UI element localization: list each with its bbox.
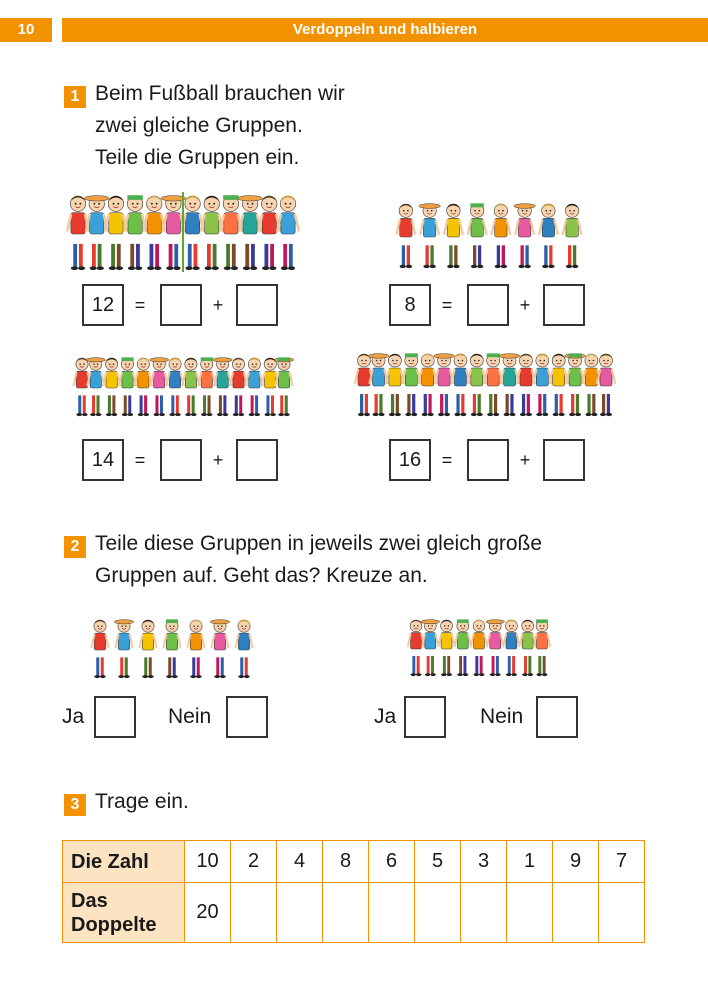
yes-no-row bbox=[374, 696, 594, 738]
number-cell: 5 bbox=[415, 841, 461, 883]
child-figure bbox=[419, 204, 440, 268]
child-figure bbox=[149, 358, 169, 416]
double-cell[interactable] bbox=[231, 883, 277, 943]
equals-sign: = bbox=[134, 450, 146, 470]
child-figure bbox=[274, 357, 294, 416]
equation-8 bbox=[389, 284, 589, 326]
double-cell[interactable] bbox=[277, 883, 323, 943]
child-figure bbox=[259, 196, 280, 270]
child-figure bbox=[103, 358, 120, 416]
child-figure bbox=[533, 354, 551, 416]
task-1-number: 1 bbox=[64, 86, 86, 108]
child-figure bbox=[451, 354, 469, 416]
child-figure bbox=[484, 353, 502, 416]
no-label: Nein bbox=[168, 705, 212, 728]
child-figure bbox=[397, 204, 416, 268]
child-figure bbox=[182, 196, 203, 270]
children-group-illustration bbox=[354, 350, 616, 418]
yes-no-row bbox=[62, 696, 282, 738]
children-group-illustration bbox=[72, 354, 294, 418]
child-figure bbox=[86, 358, 106, 416]
number-cell: 8 bbox=[323, 841, 369, 883]
child-figure bbox=[421, 620, 440, 676]
number-cell: 7 bbox=[599, 841, 645, 883]
answer-box[interactable] bbox=[543, 284, 585, 326]
child-figure bbox=[565, 353, 586, 416]
yes-checkbox[interactable] bbox=[404, 696, 446, 738]
table-row bbox=[63, 883, 645, 943]
equation-14 bbox=[82, 439, 282, 481]
child-figure bbox=[262, 358, 279, 416]
plus-sign: + bbox=[212, 450, 224, 470]
child-figure bbox=[67, 196, 88, 270]
task-2-number: 2 bbox=[64, 536, 86, 558]
child-figure bbox=[119, 357, 136, 416]
equals-sign: = bbox=[441, 450, 453, 470]
child-figure bbox=[124, 195, 145, 270]
answer-box[interactable] bbox=[160, 439, 202, 481]
page-number: 10 bbox=[0, 18, 52, 42]
number-cell: 1 bbox=[507, 841, 553, 883]
child-figure bbox=[74, 358, 91, 416]
child-figure bbox=[499, 354, 520, 416]
no-checkbox[interactable] bbox=[226, 696, 268, 738]
number-cell: 3 bbox=[461, 841, 507, 883]
plus-sign: + bbox=[519, 295, 531, 315]
child-figure bbox=[520, 620, 536, 676]
child-figure bbox=[419, 354, 437, 416]
child-figure bbox=[582, 354, 600, 416]
children-group-illustration bbox=[68, 192, 298, 272]
total-box: 8 bbox=[389, 284, 431, 326]
equation-12 bbox=[82, 284, 282, 326]
answer-box[interactable] bbox=[160, 284, 202, 326]
child-figure bbox=[355, 354, 373, 416]
children-group-illustration bbox=[406, 616, 552, 678]
page-title: Verdoppeln und halbieren bbox=[62, 18, 708, 42]
number-cell: 2 bbox=[231, 841, 277, 883]
child-figure bbox=[230, 358, 247, 416]
child-figure bbox=[597, 354, 615, 416]
child-figure bbox=[438, 620, 454, 676]
child-figure bbox=[238, 196, 263, 271]
answer-box[interactable] bbox=[467, 284, 509, 326]
double-cell-example: 20 bbox=[185, 883, 231, 943]
child-figure bbox=[408, 620, 424, 676]
child-figure bbox=[492, 204, 511, 268]
child-figure bbox=[402, 353, 420, 416]
double-cell[interactable] bbox=[507, 883, 553, 943]
child-figure bbox=[486, 620, 505, 676]
child-figure bbox=[92, 620, 109, 678]
child-figure bbox=[140, 620, 157, 678]
child-figure bbox=[455, 619, 471, 676]
child-figure bbox=[468, 203, 487, 268]
child-figure bbox=[182, 358, 199, 416]
equation-16 bbox=[389, 439, 589, 481]
doubling-table bbox=[62, 840, 645, 943]
child-figure bbox=[444, 204, 463, 268]
plus-sign: + bbox=[212, 295, 224, 315]
child-figure bbox=[434, 354, 455, 416]
total-box: 12 bbox=[82, 284, 124, 326]
task-3-text: Trage ein. bbox=[95, 790, 189, 813]
number-cell: 10 bbox=[185, 841, 231, 883]
child-figure bbox=[468, 354, 486, 416]
child-figure bbox=[135, 358, 152, 416]
task-2-line: Teile diese Gruppen in jeweils zwei gleich große bbox=[95, 532, 543, 555]
double-cell[interactable] bbox=[323, 883, 369, 943]
child-figure bbox=[167, 358, 184, 416]
total-box: 14 bbox=[82, 439, 124, 481]
child-figure bbox=[563, 204, 582, 268]
task-1-text bbox=[95, 78, 345, 174]
task-1-line: Beim Fußball brauchen wir bbox=[95, 82, 345, 105]
child-figure bbox=[517, 354, 535, 416]
row-header-line: Doppelte bbox=[71, 913, 157, 936]
child-figure bbox=[246, 358, 263, 416]
no-label: Nein bbox=[480, 705, 524, 728]
number-cell: 9 bbox=[553, 841, 599, 883]
yes-label: Ja bbox=[62, 705, 85, 728]
child-figure bbox=[144, 196, 165, 270]
row-header-double bbox=[63, 883, 185, 943]
child-figure bbox=[105, 196, 126, 270]
total-box: 16 bbox=[389, 439, 431, 481]
number-cell: 6 bbox=[369, 841, 415, 883]
child-figure bbox=[213, 358, 233, 416]
row-header-number: Die Zahl bbox=[63, 841, 185, 883]
no-checkbox[interactable] bbox=[536, 696, 578, 738]
answer-box[interactable] bbox=[543, 439, 585, 481]
child-figure bbox=[84, 196, 109, 271]
child-figure bbox=[503, 620, 519, 676]
task-3-number: 3 bbox=[64, 794, 86, 816]
child-figure bbox=[198, 357, 215, 416]
equals-sign: = bbox=[441, 295, 453, 315]
double-cell[interactable] bbox=[415, 883, 461, 943]
child-figure bbox=[539, 204, 558, 268]
children-group-illustration bbox=[394, 200, 584, 270]
child-figure bbox=[114, 620, 134, 678]
task-2-line: Gruppen auf. Geht das? Kreuze an. bbox=[95, 564, 428, 587]
double-cell[interactable] bbox=[553, 883, 599, 943]
table-row bbox=[63, 841, 645, 883]
task-1-line: zwei gleiche Gruppen. bbox=[95, 114, 303, 137]
child-figure bbox=[220, 195, 241, 270]
child-figure bbox=[550, 354, 568, 416]
answer-box[interactable] bbox=[236, 284, 278, 326]
child-figure bbox=[188, 620, 205, 678]
child-figure bbox=[514, 204, 535, 268]
child-figure bbox=[534, 619, 550, 676]
page-header bbox=[0, 18, 708, 42]
task-1-line: Teile die Gruppen ein. bbox=[95, 146, 300, 169]
child-figure bbox=[471, 620, 487, 676]
answer-box[interactable] bbox=[236, 439, 278, 481]
number-cell: 4 bbox=[277, 841, 323, 883]
child-figure bbox=[368, 354, 389, 416]
child-figure bbox=[201, 196, 222, 270]
double-cell[interactable] bbox=[599, 883, 645, 943]
equals-sign: = bbox=[134, 295, 146, 315]
answer-box[interactable] bbox=[467, 439, 509, 481]
row-header-line: Das bbox=[71, 889, 108, 912]
task-2-text bbox=[95, 528, 542, 592]
children-group-illustration bbox=[88, 616, 256, 680]
child-figure bbox=[277, 196, 298, 270]
child-figure bbox=[236, 620, 253, 678]
child-figure bbox=[386, 354, 404, 416]
double-cell[interactable] bbox=[369, 883, 415, 943]
child-figure bbox=[210, 620, 230, 678]
double-cell[interactable] bbox=[461, 883, 507, 943]
plus-sign: + bbox=[519, 450, 531, 470]
child-figure bbox=[164, 619, 181, 678]
yes-label: Ja bbox=[374, 705, 397, 728]
yes-checkbox[interactable] bbox=[94, 696, 136, 738]
